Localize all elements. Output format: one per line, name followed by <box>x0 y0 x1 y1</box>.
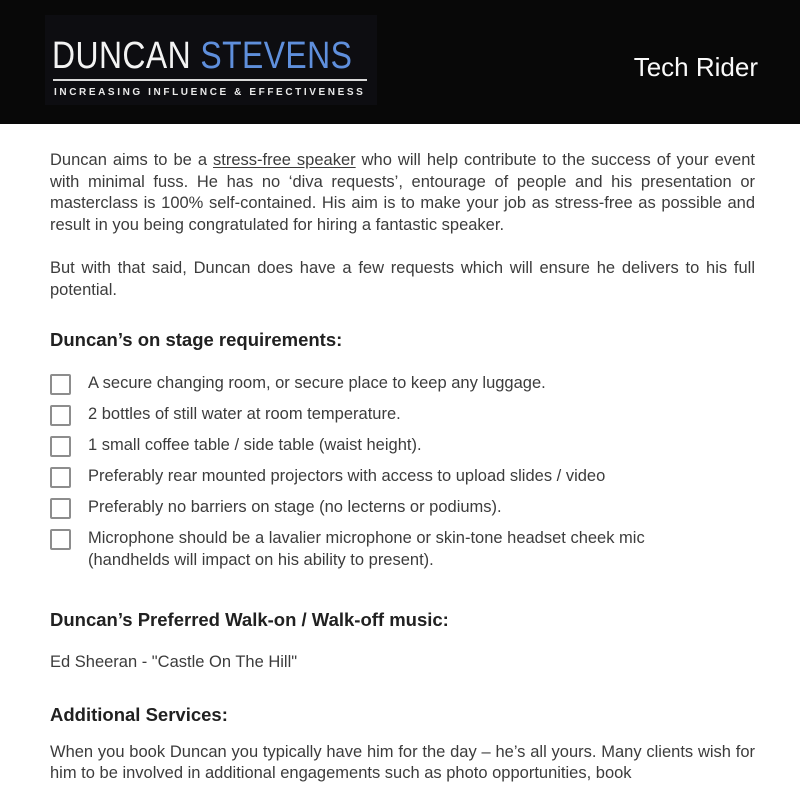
checklist-item-label: Preferably rear mounted projectors with access to upload slides / video <box>88 467 606 485</box>
brand-logo <box>45 15 377 105</box>
intro-paragraph <box>50 150 755 236</box>
checklist-item-label: A secure changing room, or secure place to keep any luggage. <box>88 374 546 392</box>
checkbox[interactable] <box>50 467 71 488</box>
music-heading: Duncan’s Preferred Walk-on / Walk-off music: <box>50 609 449 630</box>
checklist-item <box>50 528 755 571</box>
checkbox[interactable] <box>50 374 71 395</box>
checklist-item-label: Microphone should be a lavalier microphone or skin-tone headset cheek mic (handhelds will impact on his ability to present). <box>88 529 645 569</box>
header <box>0 0 800 124</box>
requests-paragraph: But with that said, Duncan does have a few requests which will ensure he delivers to his full potential. <box>50 259 755 299</box>
checkbox[interactable] <box>50 529 71 550</box>
additional-services-heading: Additional Services: <box>50 703 228 725</box>
intro-text-start: Duncan aims to be a <box>50 151 213 169</box>
brand-name-first: DUNCAN <box>52 35 192 77</box>
document-body <box>0 124 800 785</box>
checklist-item-label: 1 small coffee table / side table (waist height). <box>88 436 422 454</box>
intro-text-rest: who will help contribute to the success of your event with minimal fuss. He has no ‘diva requests’, entourage of people and his presentation or masterclass is 100% self-contained. His aim is to make your job as stress-free as possible and result in you being congratulated for hiring a fantastic speaker. <box>50 151 755 234</box>
checklist-item <box>50 435 755 457</box>
checklist-item <box>50 404 755 426</box>
logo-divider <box>53 79 367 81</box>
brand-name <box>52 37 352 75</box>
checkbox[interactable] <box>50 498 71 519</box>
stress-free-speaker-link[interactable]: stress-free speaker <box>213 151 356 169</box>
document-title: Tech Rider <box>633 52 758 82</box>
checkbox[interactable] <box>50 436 71 457</box>
checkbox[interactable] <box>50 405 71 426</box>
checklist-item-label: 2 bottles of still water at room temperature. <box>88 405 401 423</box>
checklist-item <box>50 497 755 519</box>
requirements-checklist <box>50 373 755 571</box>
checklist-item <box>50 373 755 395</box>
checklist-item <box>50 466 755 488</box>
requirements-heading: Duncan’s on stage requirements: <box>50 329 343 350</box>
additional-services-paragraph: When you book Duncan you typically have him for the day – he’s all yours. Many clients wish for him to be involved in additional engagements such as photo opportunities, book <box>50 742 755 782</box>
brand-tagline: INCREASING INFLUENCE & EFFECTIVENESS <box>54 87 366 98</box>
walk-on-track: Ed Sheeran - "Castle On The Hill" <box>50 653 298 671</box>
brand-name-second: STEVENS <box>200 35 353 77</box>
checklist-item-label: Preferably no barriers on stage (no lecterns or podiums). <box>88 498 502 516</box>
